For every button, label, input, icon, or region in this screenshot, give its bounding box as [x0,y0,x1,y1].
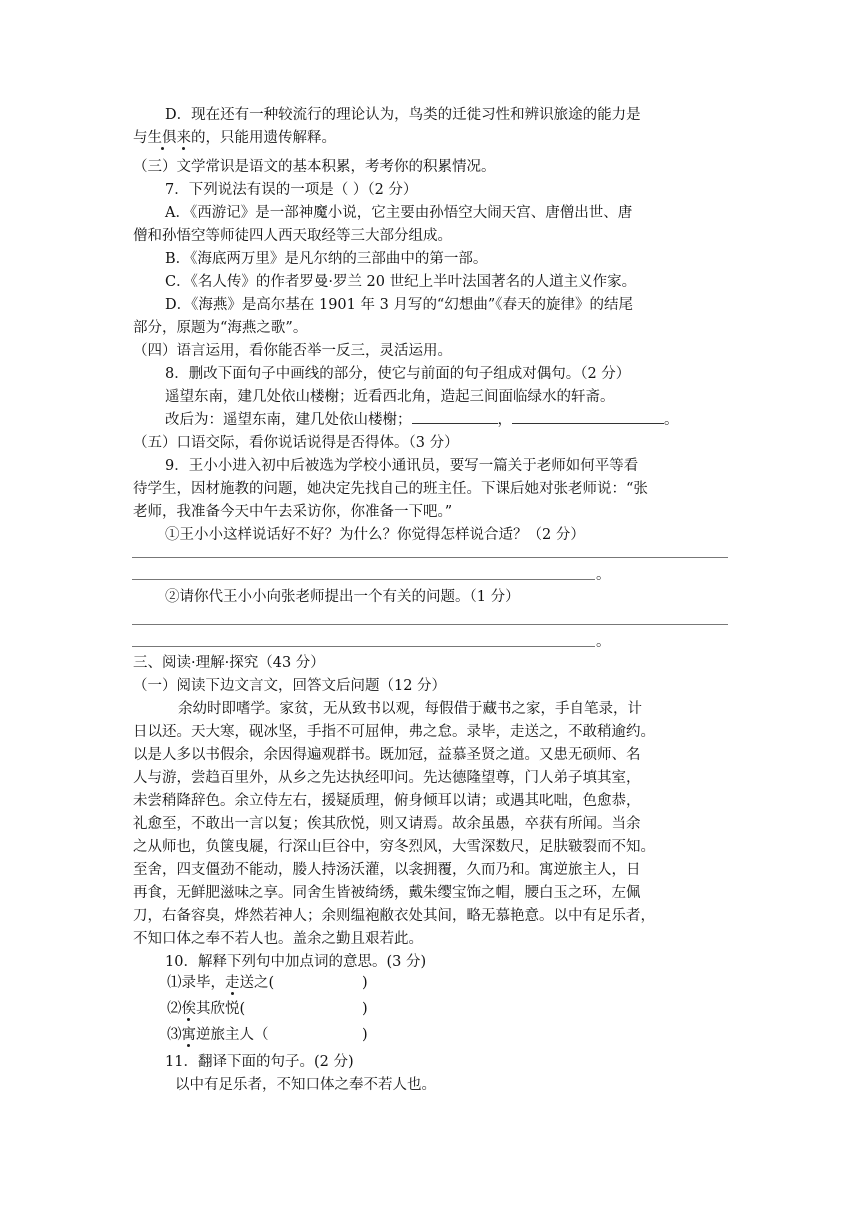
q11-stem: 11．翻译下面的句子。(2 分) [165,1054,354,1070]
q9-stem-line3: 老师，我准备今天中午去采访你，你准备一下吧。” [133,504,453,520]
passage-line: 日以还。天大寒，砚冰坚，手指不可屈伸，弗之怠。录毕，走送之，不敢稍逾约。 [133,724,655,740]
q8-sentence: 遥望东南，建几处依山楼榭；近看西北角，造起三间面临绿水的轩斋。 [165,389,615,405]
section-5-heading: （五）口语交际，看你说话说得是否得体。（3 分） [133,435,459,451]
answer-line-end-period: 。 [596,567,611,583]
emphasis-dot: 走 [225,975,240,991]
passage-line: 人与游，尝趋百里外，从乡之先达执经叩问。先达德隆望尊，门人弟子填其室， [133,770,641,786]
emphasis-dot: 俟 [181,1001,196,1017]
q8-answer-blank-1[interactable] [412,409,498,424]
passage-line: 礼愈至，不敢出一言以复；俟其欣悦，则又请焉。故余虽愚，卒获有所闻。当余 [133,816,641,832]
passage-line: 余幼时即嗜学。家贫，无从致书以观，每假借于藏书之家，手自笔录，计 [178,701,642,717]
q9-sub-question-1: ①王小小这样说话好不好？为什么？你觉得怎样说合适？（2 分） [165,527,585,543]
q6-option-d-line1: D．现在还有一种较流行的理论认为，鸟类的迁徙习性和辨识旅途的能力是 [165,107,641,123]
q7-option-d-line1: D．《海燕》是高尔基在 1901 年 3 月写的“幻想曲”《春天的旋律》的结尾 [165,297,634,313]
passage-line: 再食，无鲜肥滋味之享。同舍生皆被绮绣，戴朱缨宝饰之帽，腰白玉之环，左佩 [133,885,641,901]
q9-stem-line1: 9．王小小进入初中后被选为学校小通讯员，要写一篇关于老师如何平等看 [165,458,639,474]
answer-line[interactable] [132,579,595,580]
q10-item-3: ⑶寓逆旅主人（ [167,1027,269,1043]
section-4-heading: （四）语言运用，看你能否举一反三，灵活运用。 [133,343,452,359]
q10-item-1: ⑴录毕，走送之( [167,975,275,991]
q10-stem: 10．解释下列句中加点词的意思。(3 分) [165,954,427,970]
passage-line: 之从师也，负箧曳屣，行深山巨谷中，穷冬烈风，大雪深数尺，足肤皲裂而不知。 [133,839,655,855]
emphasis-dot: 来 [176,130,191,146]
passage-line: 以是人多以书假余，余因得遍观群书。既加冠，益慕圣贤之道。又患无硕师、名 [133,747,641,763]
q10-item-2: ⑵俟其欣悦( [167,1001,246,1017]
emphasis-dot: 生俱 [147,130,177,146]
q7-option-d-line2: 部分，原题为“海燕之歌”。 [133,320,308,336]
passage-line: 刀，右备容臭，烨然若神人；余则缊袍敝衣处其间，略无慕艳意。以中有足乐者， [133,908,655,924]
q8-answer-blank-2[interactable] [512,409,664,424]
q10-item-2-close: ) [362,1001,368,1017]
q9-sub-question-2: ②请你代王小小向张老师提出一个有关的问题。（1 分） [165,589,520,605]
q9-stem-line2: 待学生，因材施教的问题，她决定先找自己的班主任。下课后她对张老师说：“张 [133,481,648,497]
passage-line: 未尝稍降辞色。余立侍左右，援疑质理，俯身倾耳以请；或遇其叱咄，色愈恭， [133,793,641,809]
part-3-heading: 三、阅读·理解·探究（43 分） [133,655,325,671]
emphasis-dot: 寓 [181,1027,196,1043]
answer-line-end-period: 。 [596,634,611,650]
answer-line[interactable] [132,557,728,558]
q7-option-b: B．《海底两万里》是凡尔纳的三部曲中的第一部。 [165,251,488,267]
section-3-heading: （三）文学常识是语文的基本积累，考考你的积累情况。 [133,159,496,175]
answer-line[interactable] [132,646,595,647]
q8-stem: 8．删改下面句子中画线的部分，使它与前面的句子组成对偶句。（2 分） [165,366,631,382]
q10-item-1-close: ) [362,975,368,991]
answer-line[interactable] [132,624,728,625]
q7-stem: 7．下列说法有误的一项是（ ）（2 分） [165,182,418,198]
q8-revised-line: 改后为：遥望东南，建几处依山楼榭； ， 。 [165,409,679,431]
q7-option-a-line1: A．《西游记》是一部神魔小说，它主要由孙悟空大闹天宫、唐僧出世、唐 [165,205,633,221]
q7-option-c: C．《名人传》的作者罗曼·罗兰 20 世纪上半叶法国著名的人道主义作家。 [165,274,637,290]
passage-line: 不知口体之奉不若人也。盖余之勤且艰若此。 [133,931,423,947]
q11-sentence: 以中有足乐者，不知口体之奉不若人也。 [175,1077,436,1093]
q6-option-d-line2: 与生俱来的，只能用遗传解释。 [133,130,336,146]
q7-option-a-line2: 僧和孙悟空等师徒四人西天取经等三大部分组成。 [133,228,452,244]
reading-1-heading: （一）阅读下边文言文，回答文后问题（12 分） [133,678,447,694]
passage-line: 至舍，四支僵劲不能动，媵人持汤沃灌，以衾拥覆，久而乃和。寓逆旅主人，日 [133,862,641,878]
q10-item-3-close: ) [362,1027,368,1043]
